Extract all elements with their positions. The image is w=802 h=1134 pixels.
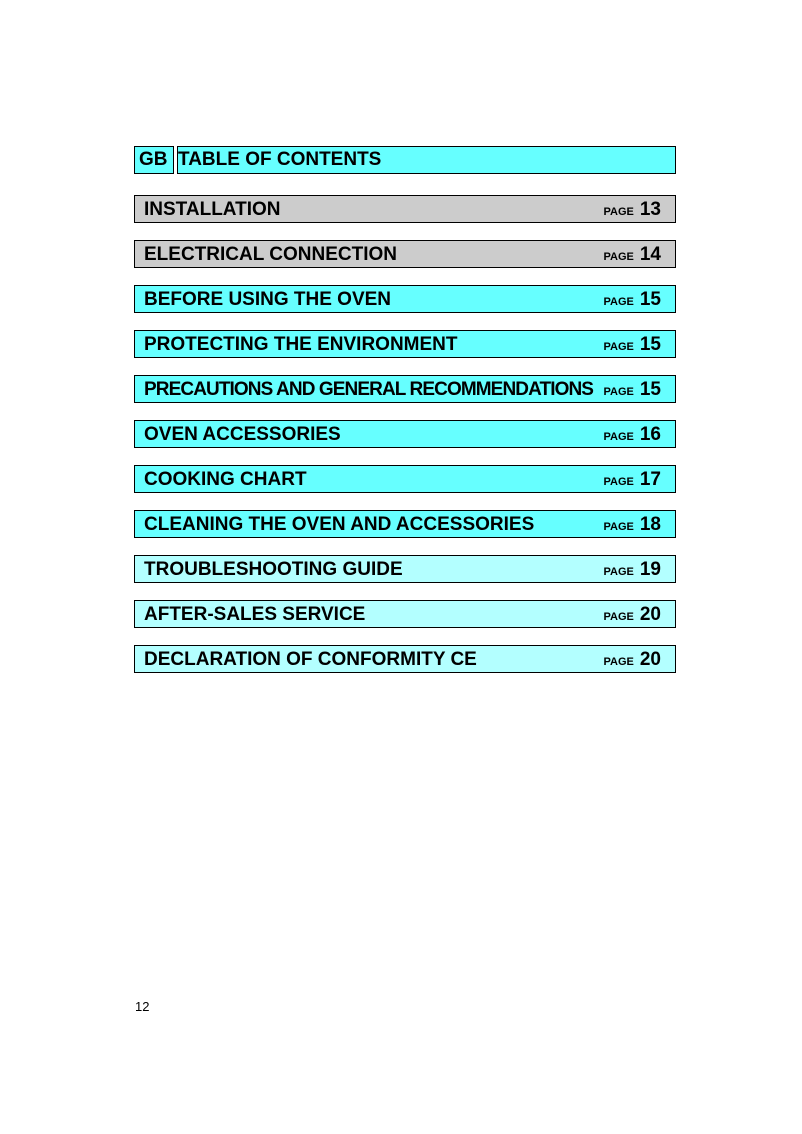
language-badge: GB	[134, 146, 174, 174]
page-word: PAGE	[603, 566, 634, 578]
page-word: PAGE	[603, 476, 634, 488]
toc-row-cleaning[interactable]	[134, 510, 676, 538]
toc-title: TABLE OF CONTENTS	[177, 146, 676, 174]
toc-row-label: COOKING CHART	[144, 469, 307, 490]
toc-row-page	[604, 646, 662, 676]
toc-row-label: PRECAUTIONS AND GENERAL RECOMMENDATIONS	[144, 379, 594, 400]
toc-row-declaration[interactable]	[134, 645, 676, 673]
table-of-contents	[134, 195, 676, 690]
toc-row-page	[604, 601, 662, 631]
page-num: 15	[639, 334, 661, 355]
page-word: PAGE	[603, 251, 634, 263]
toc-row-label: DECLARATION OF CONFORMITY CE	[144, 649, 477, 670]
toc-row-label: ELECTRICAL CONNECTION	[144, 244, 397, 265]
toc-row-label: CLEANING THE OVEN AND ACCESSORIES	[144, 514, 535, 535]
toc-row-page	[604, 331, 662, 361]
toc-row-label: BEFORE USING THE OVEN	[144, 289, 392, 310]
toc-row-installation[interactable]	[134, 195, 676, 223]
page-word: PAGE	[603, 341, 634, 353]
toc-row-page	[604, 421, 662, 451]
page-num: 20	[639, 649, 661, 670]
page-num: 19	[639, 559, 661, 580]
toc-row-protecting-environment[interactable]	[134, 330, 676, 358]
page-word: PAGE	[603, 611, 634, 623]
toc-header	[134, 146, 676, 174]
page-num: 16	[639, 424, 661, 445]
toc-row-label: OVEN ACCESSORIES	[144, 424, 341, 445]
page-num: 13	[639, 199, 661, 220]
toc-row-label: PROTECTING THE ENVIRONMENT	[144, 334, 458, 355]
toc-row-oven-accessories[interactable]	[134, 420, 676, 448]
toc-row-page	[604, 286, 662, 316]
page-word: PAGE	[603, 296, 634, 308]
page-word: PAGE	[603, 521, 634, 533]
toc-row-page	[604, 241, 662, 271]
toc-row-page	[604, 376, 662, 406]
toc-row-page	[604, 466, 662, 496]
page-num: 14	[639, 244, 661, 265]
page-num: 18	[639, 514, 661, 535]
toc-row-label: AFTER-SALES SERVICE	[144, 604, 366, 625]
page-word: PAGE	[603, 656, 634, 668]
toc-row-after-sales[interactable]	[134, 600, 676, 628]
page-word: PAGE	[603, 431, 634, 443]
page-number: 12	[135, 999, 150, 1014]
toc-row-troubleshooting[interactable]	[134, 555, 676, 583]
toc-row-page	[604, 511, 662, 541]
page-word: PAGE	[603, 386, 634, 398]
toc-row-precautions[interactable]	[134, 375, 676, 403]
toc-row-cooking-chart[interactable]	[134, 465, 676, 493]
page-word: PAGE	[603, 206, 634, 218]
toc-row-label: INSTALLATION	[144, 199, 281, 220]
toc-row-before-using-oven[interactable]	[134, 285, 676, 313]
page-num: 15	[639, 379, 661, 400]
page-num: 15	[639, 289, 661, 310]
toc-row-page	[604, 196, 662, 226]
page-num: 20	[639, 604, 661, 625]
toc-row-label: TROUBLESHOOTING GUIDE	[144, 559, 403, 580]
toc-row-page	[604, 556, 662, 586]
page-num: 17	[639, 469, 661, 490]
toc-row-electrical-connection[interactable]	[134, 240, 676, 268]
